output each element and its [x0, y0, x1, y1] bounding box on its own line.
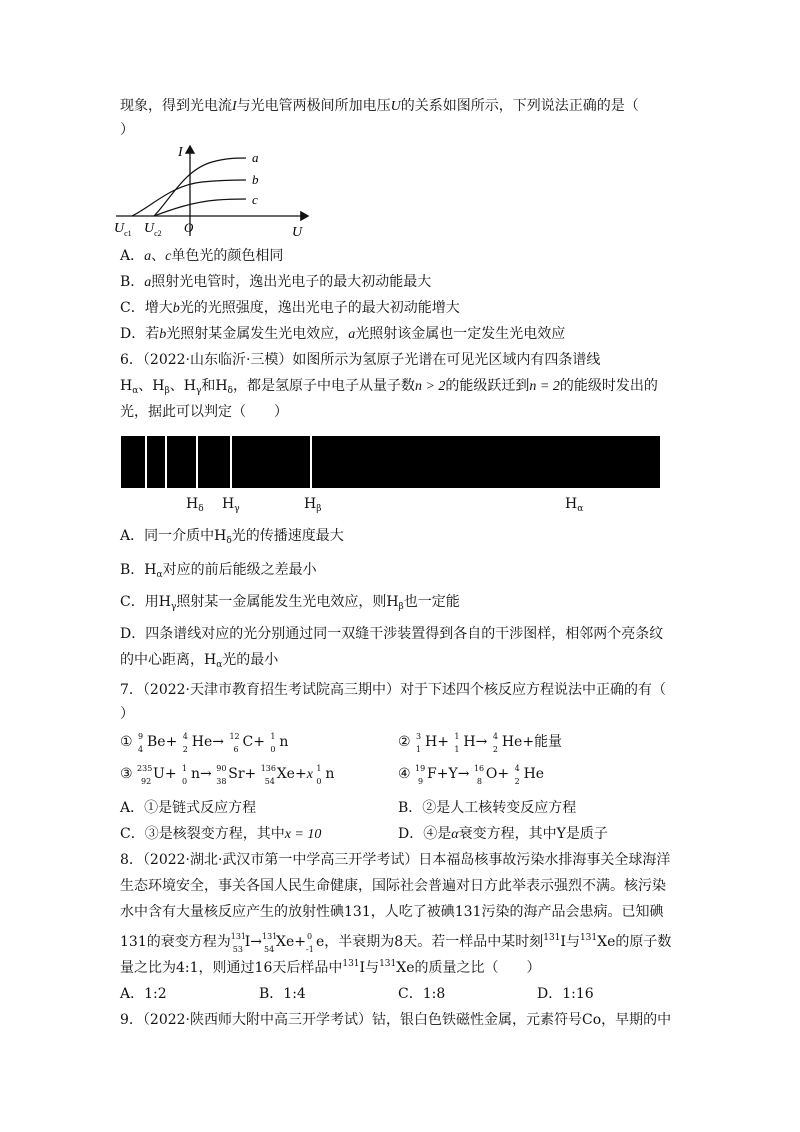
q7-option-c[interactable]: C．③是核裂变方程，其中x = 10 — [120, 826, 322, 842]
q7-equation-4: ④ 19 9 F+Y→ 16 8 O+ 4 2 He — [398, 764, 545, 786]
q7-option-d[interactable]: D．④是α衰变方程，其中Y是质子 — [398, 826, 608, 842]
uc2-label: $U_{c2}$ — [144, 221, 162, 238]
q7-equation-1: ① 9 4 Be+ 4 2 He→ 12 6 C+ 1 0 n — [120, 732, 289, 754]
q7-equation-3: ③ 235 92 U+ 1 0 n→ 90 38 Sr+ 136 54 Xe+x 1 0 n — [120, 764, 335, 786]
spectral-line — [145, 436, 147, 488]
q6-option-b[interactable]: B．$H_\alpha$对应的前后能级之差最小 — [120, 562, 317, 580]
uc1-label: $U_{c1}$ — [114, 221, 132, 238]
spectral-line — [196, 436, 198, 488]
q6-line3: 光，据此可以判定（ ） — [120, 404, 288, 420]
curve-c — [154, 199, 246, 216]
origin-label: O — [184, 220, 194, 235]
q7-line1: 7．（2022·天津市教育招生考试院高三期中）对于下述四个核反应方程说法中正确的有（ — [120, 682, 666, 698]
q8-line2: 生态环境安全，事关各国人民生命健康，国际社会普遍对日方此举表示强烈不满。核污染 — [120, 878, 666, 894]
hydrogen-spectrum — [121, 436, 660, 488]
q8-line3: 水中含有大量核反应产生的放射性碘131，人吃了被碘131污染的海产品会患病。已知碘 — [120, 904, 664, 920]
q6-line1: 6．（2022·山东临沂·三模）如图所示为氢原子光谱在可见光区域内有四条谱线 — [120, 352, 601, 368]
curve-a — [154, 158, 246, 216]
q8-line1: 8．（2022·湖北·武汉市第一中学高三开学考试）日本福岛核事故污染水排海事关全球海洋 — [120, 852, 671, 868]
axis-u-label: U — [292, 225, 303, 240]
spectrum-label-h-delta: $H_\delta$ — [186, 496, 204, 514]
spectrum-label-h-alpha: $H_\alpha$ — [565, 496, 584, 514]
q8-option-c[interactable]: C．1:8 — [398, 986, 446, 1002]
spectral-line — [165, 436, 167, 488]
q8-option-a[interactable]: A．1:2 — [120, 986, 167, 1002]
q6-line2: $H_\alpha$、$H_\beta$、$H_\gamma$和$H_\delta$，都是氢原子中电子从量子数n > 2的能级跃迁到n = 2的能级时发出的 — [120, 378, 658, 396]
q5-stem: 现象，得到光电流I与光电管两极间所加电压U的关系如图所示，下列说法正确的是（ — [120, 98, 639, 114]
q6-option-d-line1[interactable]: D．四条谱线对应的光分别通过同一双缝干涉装置得到各自的干涉图样，相邻两个亮条纹 — [120, 626, 664, 642]
q9-line1: 9．（2022·陕西师大附中高三开学考试）钴，银白色铁磁性金属，元素符号Co，早期的中 — [120, 1012, 672, 1028]
q6-option-c[interactable]: C．用$H_\gamma$照射某一金属能发生光电效应，则$H_\beta$也一定能 — [120, 594, 460, 612]
q7-option-b[interactable]: B．②是人工核转变反应方程 — [398, 800, 577, 816]
curve-c-label: c — [252, 192, 258, 207]
q8-option-b[interactable]: B．1:4 — [259, 986, 306, 1002]
q8-line5: 量之比为4:1，则通过16天后样品中$^{131}$I与$^{131}$Xe的质量之比（ ） — [120, 959, 541, 976]
q5-option-d[interactable]: D．若b光照射某金属发生光电效应，a光照射该金属也一定发生光电效应 — [120, 326, 566, 342]
q5-option-c[interactable]: C．增大b光的光照强度，逸出光电子的最大初动能增大 — [120, 300, 460, 316]
spectrum-label-h-beta: $H_\beta$ — [304, 496, 322, 514]
photocurrent-graph — [112, 140, 322, 240]
curve-b-label: b — [252, 172, 259, 187]
q5-option-a[interactable]: A．a、c单色光的颜色相同 — [120, 248, 284, 264]
q7-option-a[interactable]: A．①是链式反应方程 — [120, 800, 257, 816]
q6-option-a[interactable]: A．同一介质中$H_\delta$光的传播速度最大 — [120, 528, 344, 546]
q8-line4: 131的衰变方程为 131 53 I→ 131 54 Xe+ 0 -1 e，半衰期为8天。若一样品中某时刻$^{131}$I与$^{131}$Xe的原子数 — [120, 932, 672, 954]
q5-stem-close: ） — [120, 122, 134, 138]
q7-line2: ） — [120, 706, 134, 722]
curve-b — [132, 180, 246, 216]
curve-a-label: a — [252, 150, 259, 165]
q5-option-b[interactable]: B．a照射光电管时，逸出光电子的最大初动能最大 — [120, 274, 432, 290]
spectrum-label-h-gamma: $H_\gamma$ — [222, 496, 240, 514]
axis-i-label: I — [178, 145, 183, 160]
q7-equation-2: ② 3 1 H+ 1 1 H→ 4 2 He+能量 — [398, 732, 563, 754]
spectral-line — [310, 436, 312, 488]
q6-option-d-line2[interactable]: 的中心距离，$H_\alpha$光的最小 — [120, 652, 279, 670]
spectral-line — [230, 436, 232, 488]
q8-option-d[interactable]: D．1:16 — [537, 986, 594, 1002]
